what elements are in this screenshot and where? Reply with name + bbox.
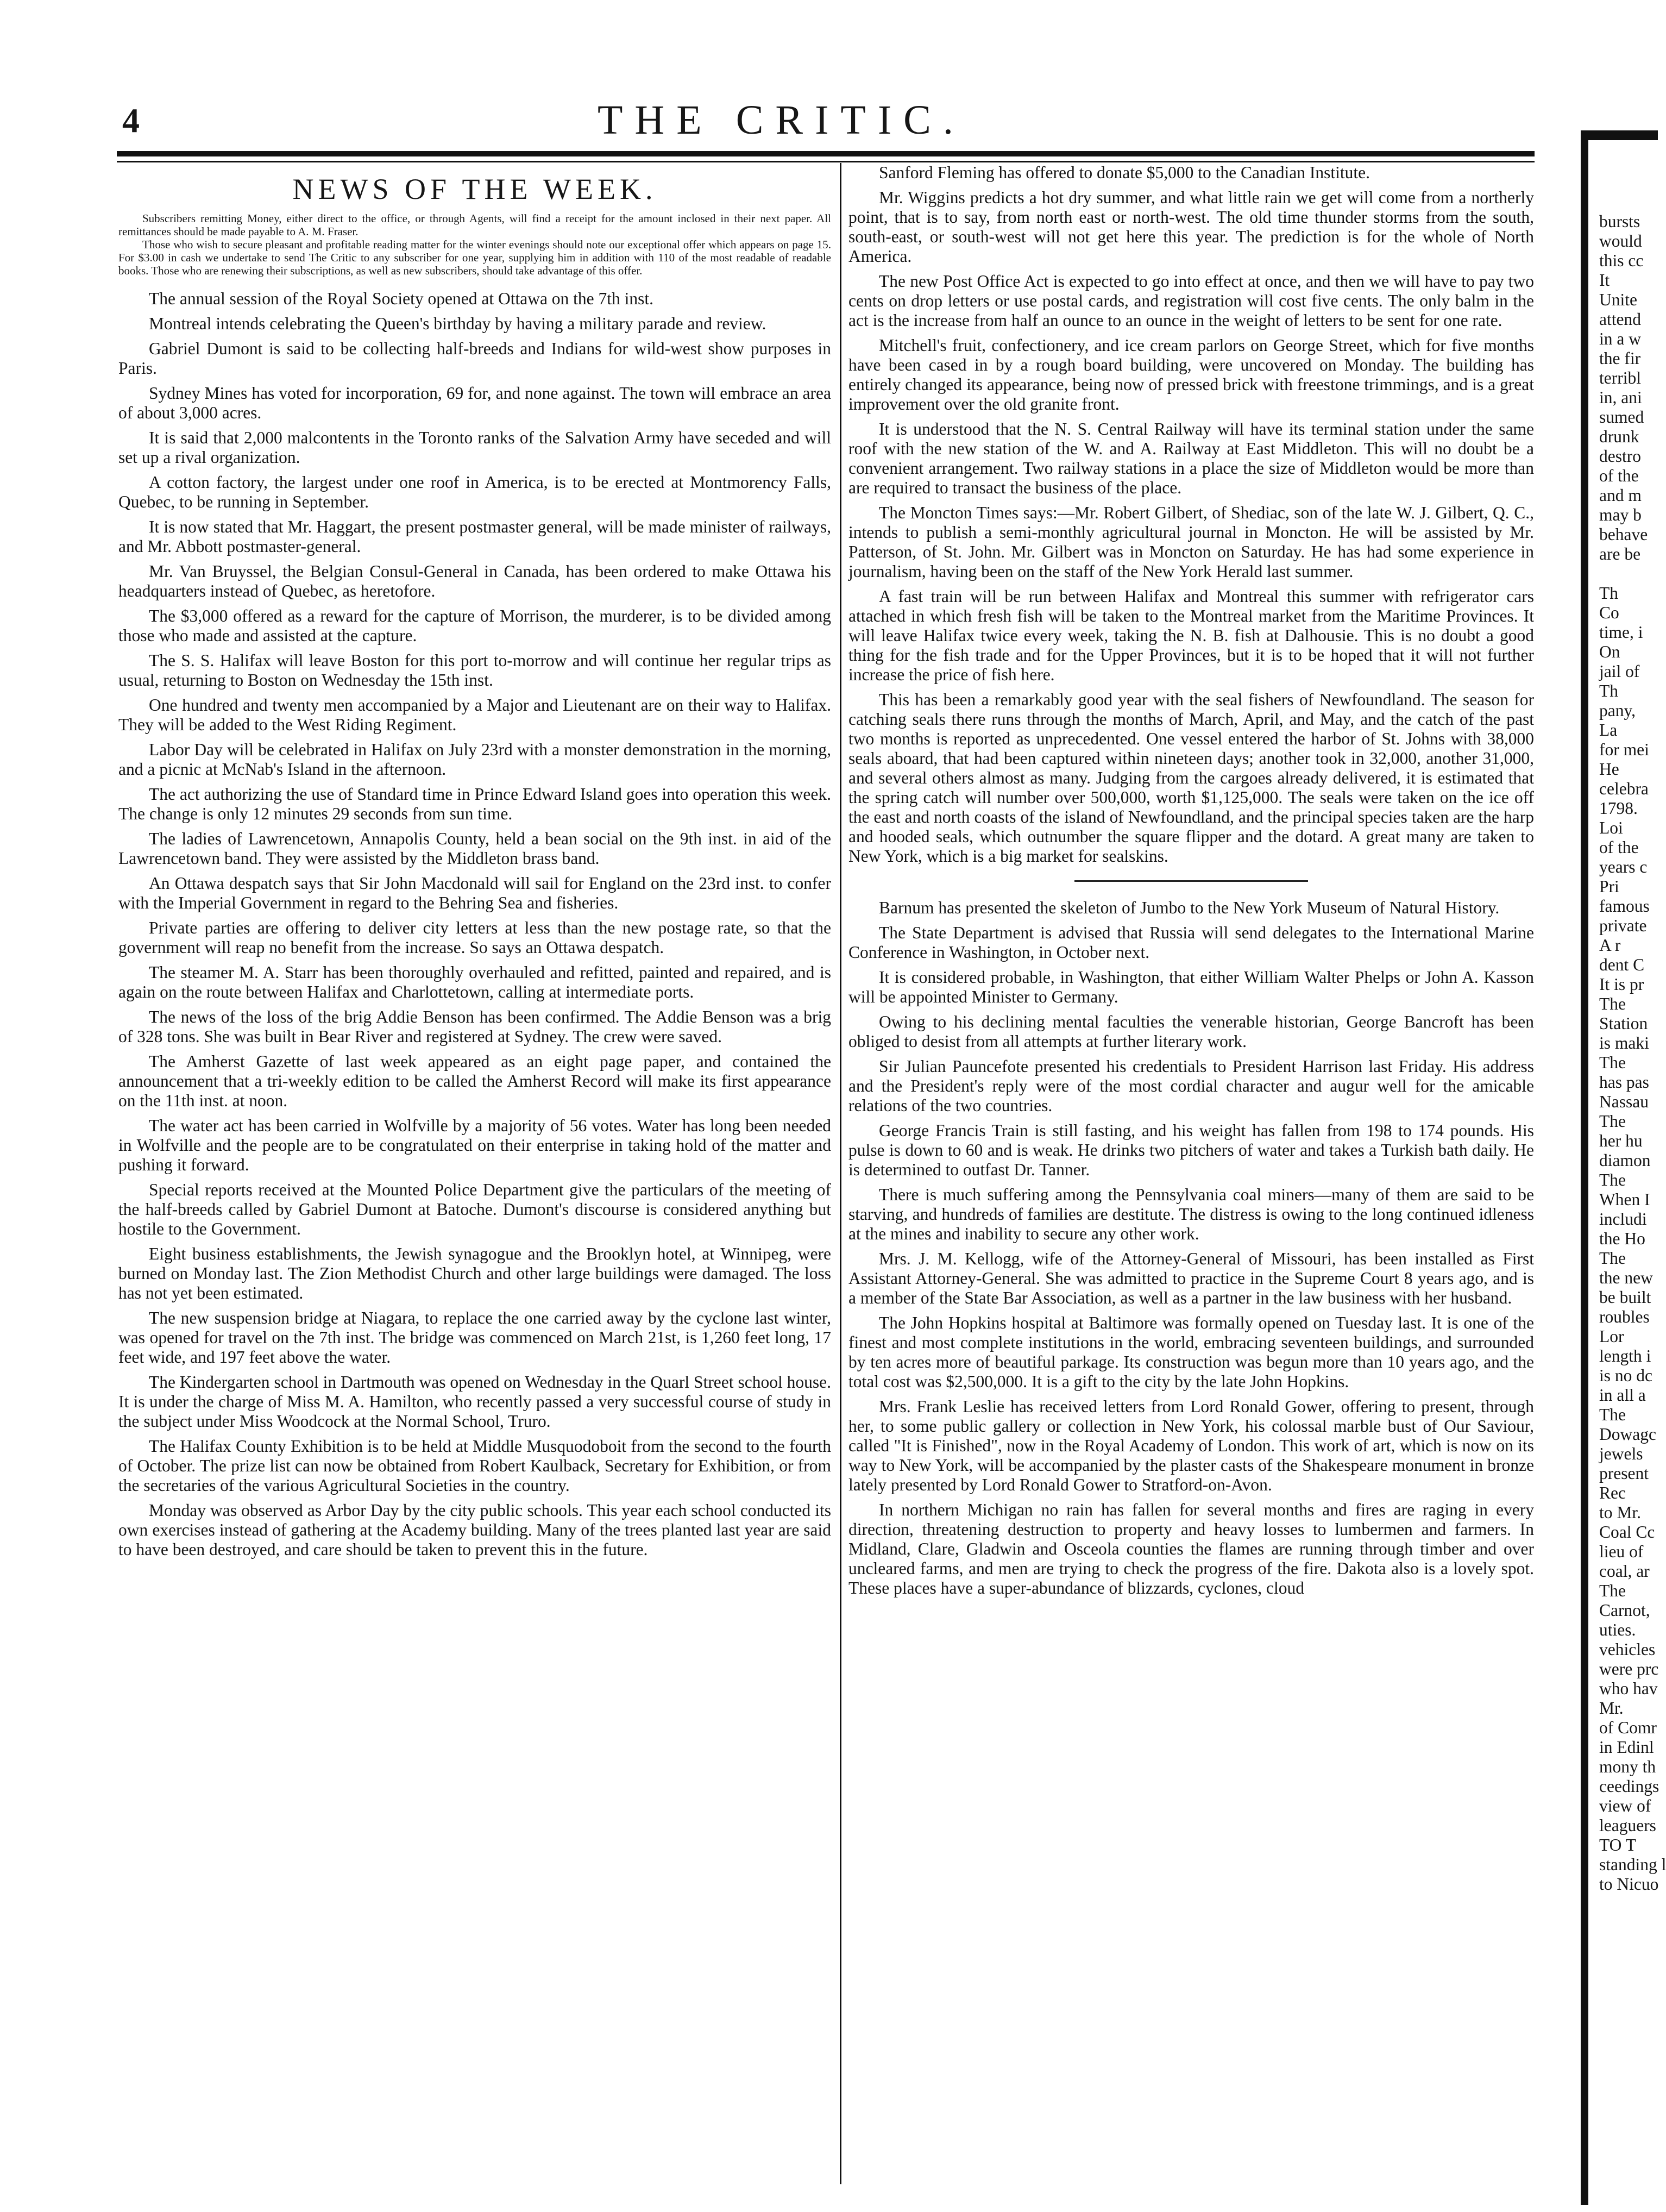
right-column-fragment: vehicles (1599, 1640, 1656, 1659)
right-column-fragment: He (1599, 760, 1619, 779)
right-column-fragment: jail of (1599, 662, 1640, 681)
right-column-fragment: to Mr. (1599, 1503, 1642, 1522)
right-column-fragment: who hav (1599, 1679, 1658, 1698)
right-column-fragment: may b (1599, 505, 1642, 524)
right-column-fragment: includi (1599, 1210, 1647, 1229)
right-column-fragment: attend (1599, 310, 1641, 329)
news-paragraph: The steamer M. A. Starr has been thoroughly overhauled and refitted, painted and repaired, and is again on the route between Halifax and Charlottetown, calling at intermediate ports. (118, 963, 831, 1001)
right-column-fragment: in Edinl (1599, 1738, 1654, 1757)
news-paragraph: George Francis Train is still fasting, and his weight has fallen from 198 to 174 pounds. His pulse is down to 60 and is weak. He drinks two pitchers of water and takes a Turkish bath daily. He is determined to outfast Dr. Tanner. (848, 1121, 1534, 1179)
right-column-fragment: for mei (1599, 740, 1649, 759)
right-column-fragment: time, i (1599, 623, 1643, 642)
news-paragraph: Montreal intends celebrating the Queen's birthday by having a military parade and review. (149, 314, 766, 333)
news-paragraph: In northern Michigan no rain has fallen for several months and fires are raging in every direction, threatening destruction to property and heavy losses to lumbermen and farmers. In Midland, Clare, Gladwin and Osceola counties the flames are running through timber and over uncleared farms, and men are trying to check the progress of the fire. Dakota also is a lovely spot. These places have a super-abundance of blizzards, cyclones, cloud (848, 1500, 1534, 1597)
right-column-fragment: to Nicuo (1599, 1875, 1659, 1894)
news-paragraph: The Amherst Gazette of last week appeared as an eight page paper, and contained the announcement that a tri-weekly edition to be called the Amherst Record will make its first appearance on the 11th inst. at noon. (118, 1052, 831, 1110)
right-column-fragment: of the (1599, 466, 1639, 485)
right-column-fragment: be built (1599, 1288, 1651, 1307)
right-column-fragment: Unite (1599, 290, 1637, 309)
masthead-title: THE CRITIC. (598, 97, 965, 143)
header-rule-thick (117, 151, 1535, 156)
right-column-fragment: years c (1599, 857, 1648, 876)
right-column-fragment: lieu of (1599, 1542, 1644, 1561)
news-paragraph: The John Hopkins hospital at Baltimore was formally opened on Tuesday last. It is one of the finest and most complete institutions in the world, embracing seventeen buildings, and surrounded by ten acres more of beautiful parkage. Its construction was begun more than 10 years ago, and the total cost was $2,500,000. It is a gift to the city by the late John Hopkins. (848, 1313, 1534, 1391)
right-column-fragment: The (1599, 1249, 1626, 1268)
right-column-fragment: mony th (1599, 1757, 1656, 1776)
right-column-fragment: in a w (1599, 329, 1641, 348)
right-column-fragment: Rec (1599, 1483, 1626, 1502)
news-paragraph: It is now stated that Mr. Haggart, the present postmaster general, will be made minister of railways, and Mr. Abbott postmaster-general. (118, 517, 831, 556)
news-paragraph: The news of the loss of the brig Addie Benson has been confirmed. The Addie Benson was a brig of 328 tons. She was built in Bear River and registered at Sydney. The crew were saved. (118, 1007, 831, 1046)
notice-paragraph: Subscribers remitting Money, either direct to the office, or through Agents, will find a receipt for the amount inclosed in their next paper. All remittances should be made payable to A. M. Fraser. (118, 212, 831, 238)
right-column-fragment: uties. (1599, 1620, 1636, 1639)
news-paragraph: Sanford Fleming has offered to donate $5,000 to the Canadian Institute. (879, 163, 1370, 182)
news-paragraph: The act authorizing the use of Standard time in Prince Edward Island goes into operation this week. The change is only 12 minutes 29 seconds from sun time. (118, 785, 831, 823)
header-rule-thin (117, 161, 1535, 162)
right-column-fragment: The (1599, 994, 1626, 1013)
middle-news-items-bottom (848, 898, 1534, 1598)
news-paragraph: It is said that 2,000 malcontents in the Toronto ranks of the Salvation Army have seceded and will set up a rival organization. (118, 428, 831, 467)
right-column-fragment: is maki (1599, 1033, 1649, 1052)
section-heading: NEWS OF THE WEEK. (292, 173, 657, 205)
left-news-items (118, 289, 831, 1559)
right-column-fragment: private (1599, 916, 1647, 935)
news-paragraph: One hundred and twenty men accompanied by a Major and Lieutenant are on their way to Halifax. They will be added to the West Riding Regiment. (118, 695, 831, 734)
right-column-fragment: When I (1599, 1190, 1650, 1209)
section-separator (1074, 880, 1308, 882)
right-column-fragment: dent C (1599, 955, 1645, 974)
news-paragraph: The new Post Office Act is expected to go into effect at once, and then we will have to pay two cents on drop letters or use postal cards, and registration will cost five cents. The only balm in the act is the increase from half an ounce to an ounce in the weight of letters to be sent for one rate. (848, 272, 1534, 330)
right-column-fragment: destro (1599, 447, 1641, 466)
news-paragraph: Mrs. Frank Leslie has received letters from Lord Ronald Gower, offering to present, through her, to some public gallery or collection in New York, his colossal marble bust of Our Saviour, called "It is Finished", now in the Royal Academy of London. This work of art, which is now on its way to New York, will be accompanied by the plaster casts of the Shakespeare monument in bronze lately presented by Lord Ronald Gower to Stratford-on-Avon. (848, 1397, 1534, 1494)
news-paragraph: The Halifax County Exhibition is to be held at Middle Musquodoboit from the second to the fourth of October. The prize list can now be obtained from Robert Kaulback, Secretary for Exhibition, or from the secretaries of the various Agricultural Societies in the country. (118, 1437, 831, 1495)
right-column-fragment: A r (1599, 936, 1621, 955)
right-column-fragment: Th (1599, 584, 1618, 603)
middle-news-items-top (848, 163, 1534, 866)
right-border-bar (1581, 140, 1588, 2205)
news-paragraph: The water act has been carried in Wolfville by a majority of 56 votes. Water has long been needed in Wolfville and the people are to be congratulated on their enterprise in taking hold of the matter and pushing it forward. (118, 1116, 831, 1174)
page-number: 4 (122, 101, 140, 140)
news-paragraph: The Moncton Times says:—Mr. Robert Gilbert, of Shediac, son of the late W. J. Gilbert, Q. C., intends to publish a semi-monthly agricultural journal in Moncton. He will be assisted by Mr. Patterson, of St. John. Mr. Gilbert was in Moncton on Saturday. He has had some experience in journalism, having been on the staff of the New York Herald last summer. (848, 503, 1534, 581)
news-paragraph: The ladies of Lawrencetown, Annapolis County, held a bean social on the 9th inst. in aid of the Lawrencetown band. They were assisted by the Middleton brass band. (118, 829, 831, 868)
right-column-fragment: of the (1599, 838, 1639, 857)
news-paragraph: It is considered probable, in Washington, that either William Walter Phelps or John A. Kasson will be appointed Minister to Germany. (848, 968, 1534, 1006)
right-column-fragment: The (1599, 1170, 1626, 1189)
right-column-fragment: this cc (1599, 251, 1644, 270)
right-column-fragment: in, ani (1599, 388, 1642, 407)
right-column-fragment: leaguers (1599, 1816, 1656, 1835)
right-column-fragment: ceedings (1599, 1777, 1659, 1796)
right-column-fragment: and m (1599, 486, 1642, 505)
news-paragraph: This has been a remarkably good year with the seal fishers of Newfoundland. The season for catching seals there runs through the months of March, April, and May, and the catch of the past two months is reported as unprecedented. One vessel entered the harbor of St. Johns with 38,000 seals aboard, that had been captured within nineteen days; another took in 32,000, another 31,000, and several others almost as many. Judging from the cargoes already delivered, it is estimated that the spring catch will number over 500,000, worth $1,125,000. The seals were taken on the ice off the east and north coasts of the island of Newfoundland, and the principal species taken are the harp and hooded seals, which outnumber the square flipper and the dotard. A great many are taken to New York, which is a big market for sealskins. (848, 690, 1534, 866)
right-column-fragment: standing l (1599, 1855, 1666, 1874)
news-paragraph: Special reports received at the Mounted Police Department give the particulars of the meeting of the half-breeds called by Gabriel Dumont at Batoche. Dumont's discourse is considered anything but hostile to the Government. (118, 1180, 831, 1238)
news-paragraph: The State Department is advised that Russia will send delegates to the International Marine Conference in Washington, in October next. (848, 923, 1534, 962)
right-column-fragment: are be (1599, 544, 1641, 563)
right-column-fragment: pany, (1599, 701, 1636, 720)
news-paragraph: The new suspension bridge at Niagara, to replace the one carried away by the cyclone last winter, was opened for travel on the 7th inst. The bridge was commenced on March 21st, is 1,260 feet long, 17 feet wide, and 197 feet above the water. (118, 1308, 831, 1367)
right-column-fragment: in all a (1599, 1386, 1646, 1405)
right-column-fragment: Th (1599, 681, 1618, 700)
right-column-fragment: the new (1599, 1268, 1653, 1287)
news-paragraph: Labor Day will be celebrated in Halifax on July 23rd with a monster demonstration in the morning, and a picnic at McNab's Island in the afternoon. (118, 740, 831, 779)
news-paragraph: Mitchell's fruit, confectionery, and ice cream parlors on George Street, which for five months have been cased in by a rough board building, were uncovered on Monday. The building has entirely changed its appearance, being now of pressed brick with freestone trimmings, and is a great improvement over the old granite front. (848, 336, 1534, 413)
right-column-fragment: coal, ar (1599, 1562, 1650, 1581)
subscriber-notice (118, 212, 831, 277)
news-paragraph: A fast train will be run between Halifax and Montreal this summer with refrigerator cars attached in which fresh fish will be taken to the Montreal market from the Maritime Provinces. It will leave Halifax twice every week, taking the N. B. fish at Dalhousie. This is no doubt a good thing for the fish trade and for the Upper Provinces, but it is to be hoped that it will not further increase the price of fish here. (848, 587, 1534, 684)
right-column-fragment: would (1599, 231, 1642, 250)
right-column-fragment: It is pr (1599, 975, 1644, 994)
right-column-fragment: Lor (1599, 1327, 1624, 1346)
middle-column (848, 163, 1534, 2184)
right-border-bar-top (1581, 130, 1658, 140)
right-column-fragment: Station (1599, 1014, 1648, 1033)
right-column-fragment: Co (1599, 603, 1619, 622)
news-paragraph: Barnum has presented the skeleton of Jumbo to the New York Museum of Natural History. (879, 898, 1500, 917)
right-column-fragment: Nassau (1599, 1092, 1649, 1111)
right-column-fragment: diamon (1599, 1151, 1651, 1170)
news-paragraph: Sir Julian Pauncefote presented his credentials to President Harrison last Friday. His address and the President's reply were of the most cordial character and augur well for the amicable relations of the two countries. (848, 1057, 1534, 1115)
news-paragraph: A cotton factory, the largest under one roof in America, is to be erected at Montmorency Falls, Quebec, to be running in September. (118, 473, 831, 511)
right-column-fragment: celebra (1599, 779, 1649, 798)
right-column-fragment: jewels (1599, 1444, 1643, 1463)
right-column-fragment: famous (1599, 897, 1650, 916)
right-column-fragment: 1798. (1599, 799, 1638, 818)
right-column-fragment: Loi (1599, 818, 1623, 837)
news-paragraph: Mrs. J. M. Kellogg, wife of the Attorney-General of Missouri, has been installed as First Assistant Attorney-General. She was admitted to practice in the Supreme Court 8 years ago, and is a member of the State Bar Association, as well as a partner in the law business with her husband. (848, 1249, 1534, 1307)
right-column-fragment: On (1599, 642, 1620, 661)
right-column-fragment: The (1599, 1112, 1626, 1131)
news-paragraph: Mr. Wiggins predicts a hot dry summer, and what little rain we get will come from a northerly point, that is to say, from north east or north-west. The old time thunder storms from the south, south-east, or south-west will not get here this year. The prediction is for the whole of North America. (848, 188, 1534, 266)
right-column-fragment: the fir (1599, 349, 1641, 368)
news-paragraph: Eight business establishments, the Jewish synagogue and the Brooklyn hotel, at Winnipeg, were burned on Monday last. The Zion Methodist Church and other large buildings were damaged. The loss has not yet been estimated. (118, 1244, 831, 1302)
right-column-fragment: were prc (1599, 1659, 1659, 1678)
news-paragraph: Sydney Mines has voted for incorporation, 69 for, and none against. The town will embrace an area of about 3,000 acres. (118, 384, 831, 422)
right-column-fragment: roubles (1599, 1307, 1650, 1326)
right-column-fragment (1599, 564, 1666, 584)
left-column (118, 163, 831, 2184)
news-paragraph: Mr. Van Bruyssel, the Belgian Consul-General in Canada, has been ordered to make Ottawa his headquarters instead of Quebec, as heretofore. (118, 562, 831, 600)
right-column-fragment: the Ho (1599, 1229, 1645, 1248)
right-column-fragment: bursts (1599, 212, 1640, 231)
right-column-fragment: drunk (1599, 427, 1639, 446)
right-column-fragment: The (1599, 1405, 1626, 1424)
news-paragraph: The S. S. Halifax will leave Boston for this port to-morrow and will continue her regular trips as usual, returning to Boston on Wednesday the 15th inst. (118, 651, 831, 690)
right-edge-cropped-column (1581, 130, 1666, 2206)
news-paragraph: It is understood that the N. S. Central Railway will have its terminal station under the same roof with the new station of the W. and A. Railway at East Middleton. This will no doubt be a convenient arrangement. Two railway stations in a place the size of Middleton would be more than are required to transact the business of the place. (848, 419, 1534, 497)
news-paragraph: An Ottawa despatch says that Sir John Macdonald will sail for England on the 23rd inst. to confer with the Imperial Government in regard to the Behring Sea and fisheries. (118, 874, 831, 912)
right-column-fragment: The (1599, 1053, 1626, 1072)
right-column-fragment: view of (1599, 1796, 1651, 1815)
right-column-fragment: terribl (1599, 368, 1641, 387)
news-paragraph: Private parties are offering to deliver city letters at less than the new postage rate, so that the government will reap no benefit from the increase. So says an Ottawa despatch. (118, 918, 831, 957)
right-column-fragment: behave (1599, 525, 1648, 544)
news-paragraph: Owing to his declining mental faculties the venerable historian, George Bancroft has been obliged to desist from all attempts at further literary work. (848, 1012, 1534, 1051)
right-column-fragments (1599, 212, 1666, 1894)
news-paragraph: Gabriel Dumont is said to be collecting half-breeds and Indians for wild-west show purposes in Paris. (118, 339, 831, 378)
right-column-fragment: It (1599, 271, 1610, 290)
column-divider (840, 163, 841, 2184)
right-column-fragment: present (1599, 1464, 1649, 1483)
right-column-fragment: Carnot, (1599, 1601, 1650, 1620)
right-column-fragment: Pri (1599, 877, 1619, 896)
right-column-fragment: Dowagc (1599, 1425, 1656, 1444)
news-paragraph: The annual session of the Royal Society opened at Ottawa on the 7th inst. (149, 289, 654, 308)
news-paragraph: The $3,000 offered as a reward for the capture of Morrison, the murderer, is to be divided among those who made and assisted at the capture. (118, 606, 831, 645)
right-column-fragment: Coal Cc (1599, 1522, 1655, 1541)
right-column-fragment: of Comr (1599, 1718, 1657, 1737)
right-column-fragment: La (1599, 720, 1618, 740)
right-column-fragment: The (1599, 1581, 1626, 1600)
right-column-fragment: sumed (1599, 408, 1644, 427)
news-paragraph: The Kindergarten school in Dartmouth was opened on Wednesday in the Quarl Street school house. It is under the charge of Miss M. A. Hamilton, who recently passed a very successful course of study in the subject under Miss Woodcock at the Normal School, Truro. (118, 1373, 831, 1431)
right-column-fragment: is no dc (1599, 1366, 1652, 1385)
notice-paragraph: Those who wish to secure pleasant and profitable reading matter for the winter evenings should note our exceptional offer which appears on page 15. For $3.00 in cash we undertake to send The Critic to any subscriber for one year, supplying him in addition with 110 of the most readable of readable books. Those who are renewing their subscriptions, as well as new subscribers, should take advantage of this offer. (118, 238, 831, 277)
right-column-fragment: her hu (1599, 1131, 1643, 1150)
right-column-fragment: Mr. (1599, 1699, 1624, 1718)
right-column-fragment: has pas (1599, 1073, 1649, 1092)
news-paragraph: Monday was observed as Arbor Day by the city public schools. This year each school conducted its own exercises instead of gathering at the Academy building. Many of the trees planted last year are said to have been destroyed, and care should be taken to prevent this in the future. (118, 1501, 831, 1559)
right-column-fragment: length i (1599, 1346, 1651, 1365)
right-column-fragment: TO T (1599, 1835, 1636, 1854)
news-paragraph: There is much suffering among the Pennsylvania coal miners—many of them are said to be starving, and hundreds of families are destitute. The distress is owing to the long continued idleness at the mines and inability to secure any other work. (848, 1185, 1534, 1243)
